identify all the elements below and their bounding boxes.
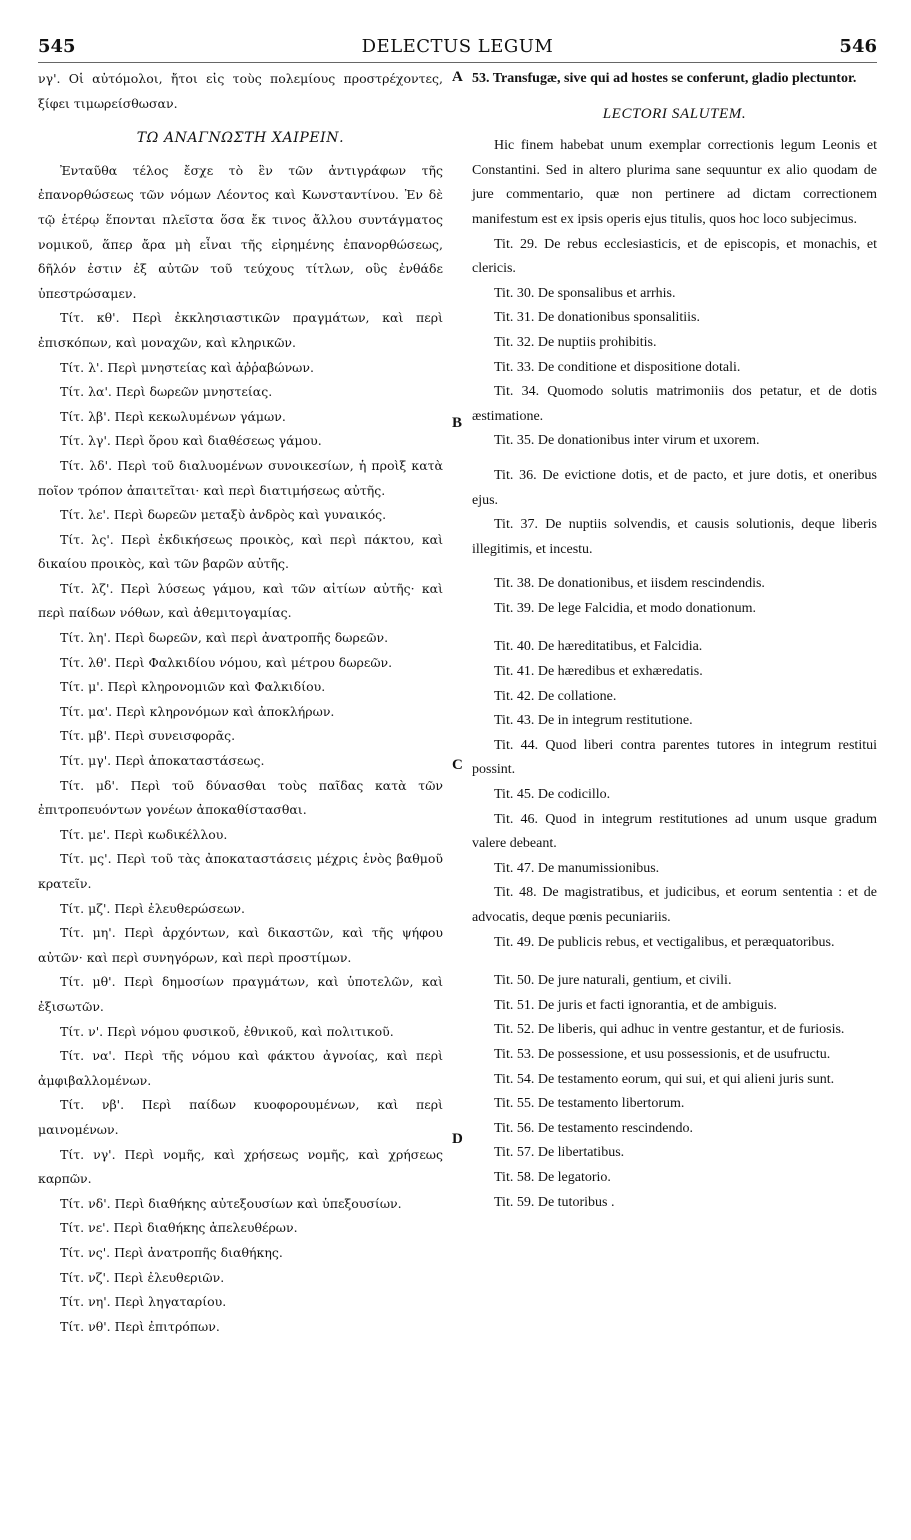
- greek-title-entry: Τίτ. λζ'. Περὶ λύσεως γάμου, καὶ τῶν αἰτίων αὐτῆς· καὶ περὶ παίδων νόθων, καὶ ἀθεμιτογαμίας.: [38, 580, 443, 621]
- latin-title-entry: Tit. 41. De hæredibus et exhæredatis.: [494, 664, 703, 680]
- greek-title-entry: Τίτ. κθ'. Περὶ ἐκκλησιαστικῶν πραγμάτων, καὶ περὶ ἐπισκόπων, καὶ μοναχῶν, καὶ κληρικῶν.: [38, 310, 443, 350]
- greek-intro: Ἐνταῦθα τέλος ἔσχε τὸ ἓν τῶν ἀντιγράφων τῆς ἐπανορθώσεως τῶν νόμων Λέοντος καὶ Κωνσταντίνου. Ἐν δὲ τῷ ἑτέρῳ ἕπονται πλεῖστα ὅσα ἔκ τινος ἄλλου συντάγματος νομικοῦ, ἅπερ ἄρα μὴ εἶναι τῆς εἰρημένης ἐπανορθώσεως, δῆλόν ἐστιν ἐξ αὐτῶν τοῦ τεύχους τίτλων, οὓς ἐνθάδε ὑπεστρώσαμεν.: [38, 162, 443, 301]
- page-number-right: 546: [839, 36, 877, 57]
- latin-title-entry: Tit. 43. De in integrum restitutione.: [494, 713, 693, 729]
- latin-title-entry: Tit. 46. Quod in integrum restitutiones ad unum usque gradum valere debeant.: [472, 811, 877, 852]
- margin-letter-c: C: [452, 757, 463, 773]
- greek-title-entry: Τίτ. μ'. Περὶ κληρονομιῶν καὶ Φαλκιδίου.: [60, 679, 326, 695]
- latin-title-list: [472, 233, 877, 1216]
- greek-law-53: νγ'. Οἱ αὐτόμολοι, ἤτοι εἰς τοὺς πολεμίους προστρέχοντες, ξίφει τιμωρείσθωσαν.: [38, 71, 443, 111]
- greek-title-entry: Τίτ. νς'. Περὶ ἀνατροπῆς διαθήκης.: [60, 1244, 283, 1260]
- greek-title-entry: Τίτ. λα'. Περὶ δωρεῶν μνηστείας.: [60, 384, 273, 400]
- running-title: DELECTUS LEGUM: [361, 36, 554, 57]
- greek-title-entry: Τίτ. ν'. Περὶ νόμου φυσικοῦ, ἐθνικοῦ, καὶ πολιτικοῦ.: [60, 1023, 394, 1039]
- latin-title-entry: Tit. 53. De possessione, et usu possessionis, et de usufructu.: [494, 1046, 831, 1062]
- margin-letter-d: D: [452, 1131, 463, 1147]
- greek-title-entry: Τίτ. λβ'. Περὶ κεκωλυμένων γάμων.: [60, 408, 286, 424]
- latin-title-entry: Tit. 37. De nuptiis solvendis, et causis solutionis, deque liberis illegitimis, et incestu.: [472, 517, 877, 557]
- greek-title-entry: Τίτ. νε'. Περὶ διαθήκης ἀπελευθέρων.: [60, 1220, 298, 1236]
- greek-title-entry: Τίτ. λθ'. Περὶ Φαλκιδίου νόμου, καὶ μέτρου δωρεῶν.: [60, 654, 393, 670]
- greek-title-entry: Τίτ. νη'. Περὶ ληγαταρίου.: [60, 1294, 227, 1310]
- latin-column: [472, 67, 877, 1339]
- latin-title-entry: Tit. 52. De liberis, qui adhuc in ventre gestantur, et de furiosis.: [494, 1022, 845, 1038]
- parallel-columns: [38, 67, 877, 1339]
- latin-title-entry: Tit. 56. De testamento rescindendo.: [494, 1120, 693, 1136]
- latin-intro: Hic finem habebat unum exemplar correctionis legum Leonis et Constantini. Sed in altero plurima sane sequuntur ex alio quodam de jure commentario, quæ non pertinere ad dictam correctionem manifestum est ex ipsis operis ejus titulis, quos hoc loco subjecimus.: [472, 138, 877, 227]
- greek-title-entry: Τίτ. λε'. Περὶ δωρεῶν μεταξὺ ἀνδρὸς καὶ γυναικός.: [60, 507, 387, 523]
- greek-title-entry: Τίτ. νβ'. Περὶ παίδων κυοφορουμένων, καὶ περὶ μαινομένων.: [38, 1097, 443, 1137]
- latin-law-53: 53. Transfugæ, sive qui ad hostes se conferunt, gladio plectuntor.: [472, 71, 857, 86]
- latin-title-entry: Tit. 47. De manumissionibus.: [494, 860, 660, 876]
- latin-title-entry: Tit. 32. De nuptiis prohibitis.: [494, 334, 657, 350]
- latin-title-entry: Tit. 51. De juris et facti ignorantia, et de ambiguis.: [494, 997, 777, 1013]
- latin-title-entry: Tit. 50. De jure naturali, gentium, et civili.: [494, 973, 732, 989]
- latin-title-entry: Tit. 35. De donationibus inter virum et uxorem.: [494, 433, 760, 449]
- latin-title-entry: Tit. 34. Quomodo solutis matrimoniis dos petatur, et de dotis æstimatione.: [472, 384, 877, 424]
- latin-title-entry: Tit. 39. De lege Falcidia, et modo donationum.: [494, 600, 756, 616]
- latin-title-entry: Tit. 31. De donationibus sponsalitiis.: [494, 310, 701, 326]
- greek-title-entry: Τίτ. μς'. Περὶ τοῦ τὰς ἀποκαταστάσεις μέχρις ἑνὸς βαθμοῦ κρατεῖν.: [38, 851, 443, 891]
- latin-title-entry: Tit. 58. De legatorio.: [494, 1169, 611, 1185]
- greek-title-entry: Τίτ. μδ'. Περὶ τοῦ δύνασθαι τοὺς παῖδας κατὰ τῶν ἐπιτροπευόντων γονέων ἀποκαθίστασθαι.: [38, 777, 443, 818]
- latin-title-entry: Tit. 38. De donationibus, et iisdem rescindendis.: [494, 576, 765, 592]
- running-head: [38, 32, 877, 63]
- latin-title-entry: Tit. 33. De conditione et dispositione dotali.: [494, 359, 741, 375]
- greek-title-entry: Τίτ. λγ'. Περὶ ὅρου καὶ διαθέσεως γάμου.: [60, 433, 322, 449]
- margin-letter-b: B: [452, 415, 463, 431]
- latin-title-entry: Tit. 45. De codicillo.: [494, 787, 611, 803]
- greek-title-entry: Τίτ. λ'. Περὶ μνηστείας καὶ ἀῤῥαβώνων.: [60, 359, 314, 375]
- greek-title-entry: Τίτ. μθ'. Περὶ δημοσίων πραγμάτων, καὶ ὑποτελῶν, καὶ ἐξισωτῶν.: [38, 974, 443, 1014]
- latin-title-entry: Tit. 59. De tutoribus .: [494, 1194, 615, 1210]
- latin-title-entry: Tit. 42. De collatione.: [494, 688, 617, 704]
- latin-title-entry: Tit. 49. De publicis rebus, et vectigalibus, et peræquatoribus.: [494, 934, 835, 950]
- greek-title-entry: Τίτ. μγ'. Περὶ ἀποκαταστάσεως.: [60, 753, 265, 769]
- greek-heading: ΤΩ ΑΝΑΓΝΩΣΤΗ ΧΑΙΡΕΙΝ.: [136, 130, 345, 147]
- greek-title-list: [38, 306, 443, 1339]
- greek-title-entry: Τίτ. νθ'. Περὶ ἐπιτρόπων.: [60, 1318, 220, 1334]
- greek-title-entry: Τίτ. να'. Περὶ τῆς νόμου καὶ φάκτου ἀγνοίας, καὶ περὶ ἀμφιβαλλομένων.: [38, 1048, 443, 1088]
- greek-column: [38, 67, 443, 1339]
- greek-title-entry: Τίτ. μη'. Περὶ ἀρχόντων, καὶ δικαστῶν, καὶ τῆς ψήφου αὐτῶν· καὶ περὶ συνηγόρων, καὶ περὶ προστίμων.: [38, 925, 443, 965]
- latin-title-entry: Tit. 55. De testamento libertorum.: [494, 1096, 685, 1112]
- greek-title-entry: Τίτ. λη'. Περὶ δωρεῶν, καὶ περὶ ἀνατροπῆς δωρεῶν.: [60, 630, 389, 646]
- latin-title-entry: Tit. 30. De sponsalibus et arrhis.: [494, 285, 676, 301]
- greek-title-entry: Τίτ. νγ'. Περὶ νομῆς, καὶ χρήσεως νομῆς, καὶ χρήσεως καρπῶν.: [38, 1146, 443, 1187]
- latin-title-entry: Tit. 54. De testamento eorum, qui sui, et qui alieni juris sunt.: [494, 1071, 835, 1087]
- latin-title-entry: Tit. 57. De libertatibus.: [494, 1145, 625, 1161]
- greek-title-entry: Τίτ. μζ'. Περὶ ἐλευθερώσεων.: [60, 900, 246, 916]
- latin-title-entry: Tit. 29. De rebus ecclesiasticis, et de episcopis, et monachis, et clericis.: [472, 236, 877, 277]
- margin-letter-a: A: [452, 69, 463, 85]
- latin-title-entry: Tit. 48. De magistratibus, et judicibus, et eorum sententia : et de advocatis, deque pœnis pecuniariis.: [472, 885, 877, 925]
- latin-title-entry: Tit. 36. De evictione dotis, et de pacto, et jure dotis, et oneribus ejus.: [472, 467, 877, 508]
- greek-title-entry: Τίτ. λς'. Περὶ ἐκδικήσεως προικὸς, καὶ περὶ πάκτου, καὶ δικαίου προικὸς, καὶ τῶν βαρῶν αὐτῆς.: [38, 531, 443, 572]
- greek-title-entry: Τίτ. λδ'. Περὶ τοῦ διαλυομένων συνοικεσίων, ἡ προὶξ κατὰ ποῖον τρόπον ἀπαιτεῖται· καὶ περὶ διατιμήσεως αὐτῆς.: [38, 457, 443, 498]
- greek-title-entry: Τίτ. νδ'. Περὶ διαθήκης αὐτεξουσίων καὶ ὑπεξουσίων.: [60, 1195, 402, 1211]
- greek-title-entry: Τίτ. νζ'. Περὶ ἐλευθεριῶν.: [60, 1269, 225, 1285]
- latin-heading: LECTORI SALUTEM.: [602, 105, 747, 122]
- greek-title-entry: Τίτ. με'. Περὶ κωδικέλλου.: [60, 826, 228, 842]
- greek-title-entry: Τίτ. μβ'. Περὶ συνεισφορᾶς.: [60, 728, 236, 744]
- latin-title-entry: Tit. 44. Quod liberi contra parentes tutores in integrum restitui possint.: [472, 737, 877, 778]
- page-number-left: 545: [38, 36, 76, 57]
- latin-title-entry: Tit. 40. De hæreditatibus, et Falcidia.: [494, 639, 703, 655]
- greek-title-entry: Τίτ. μα'. Περὶ κληρονόμων καὶ ἀποκλήρων.: [60, 703, 335, 719]
